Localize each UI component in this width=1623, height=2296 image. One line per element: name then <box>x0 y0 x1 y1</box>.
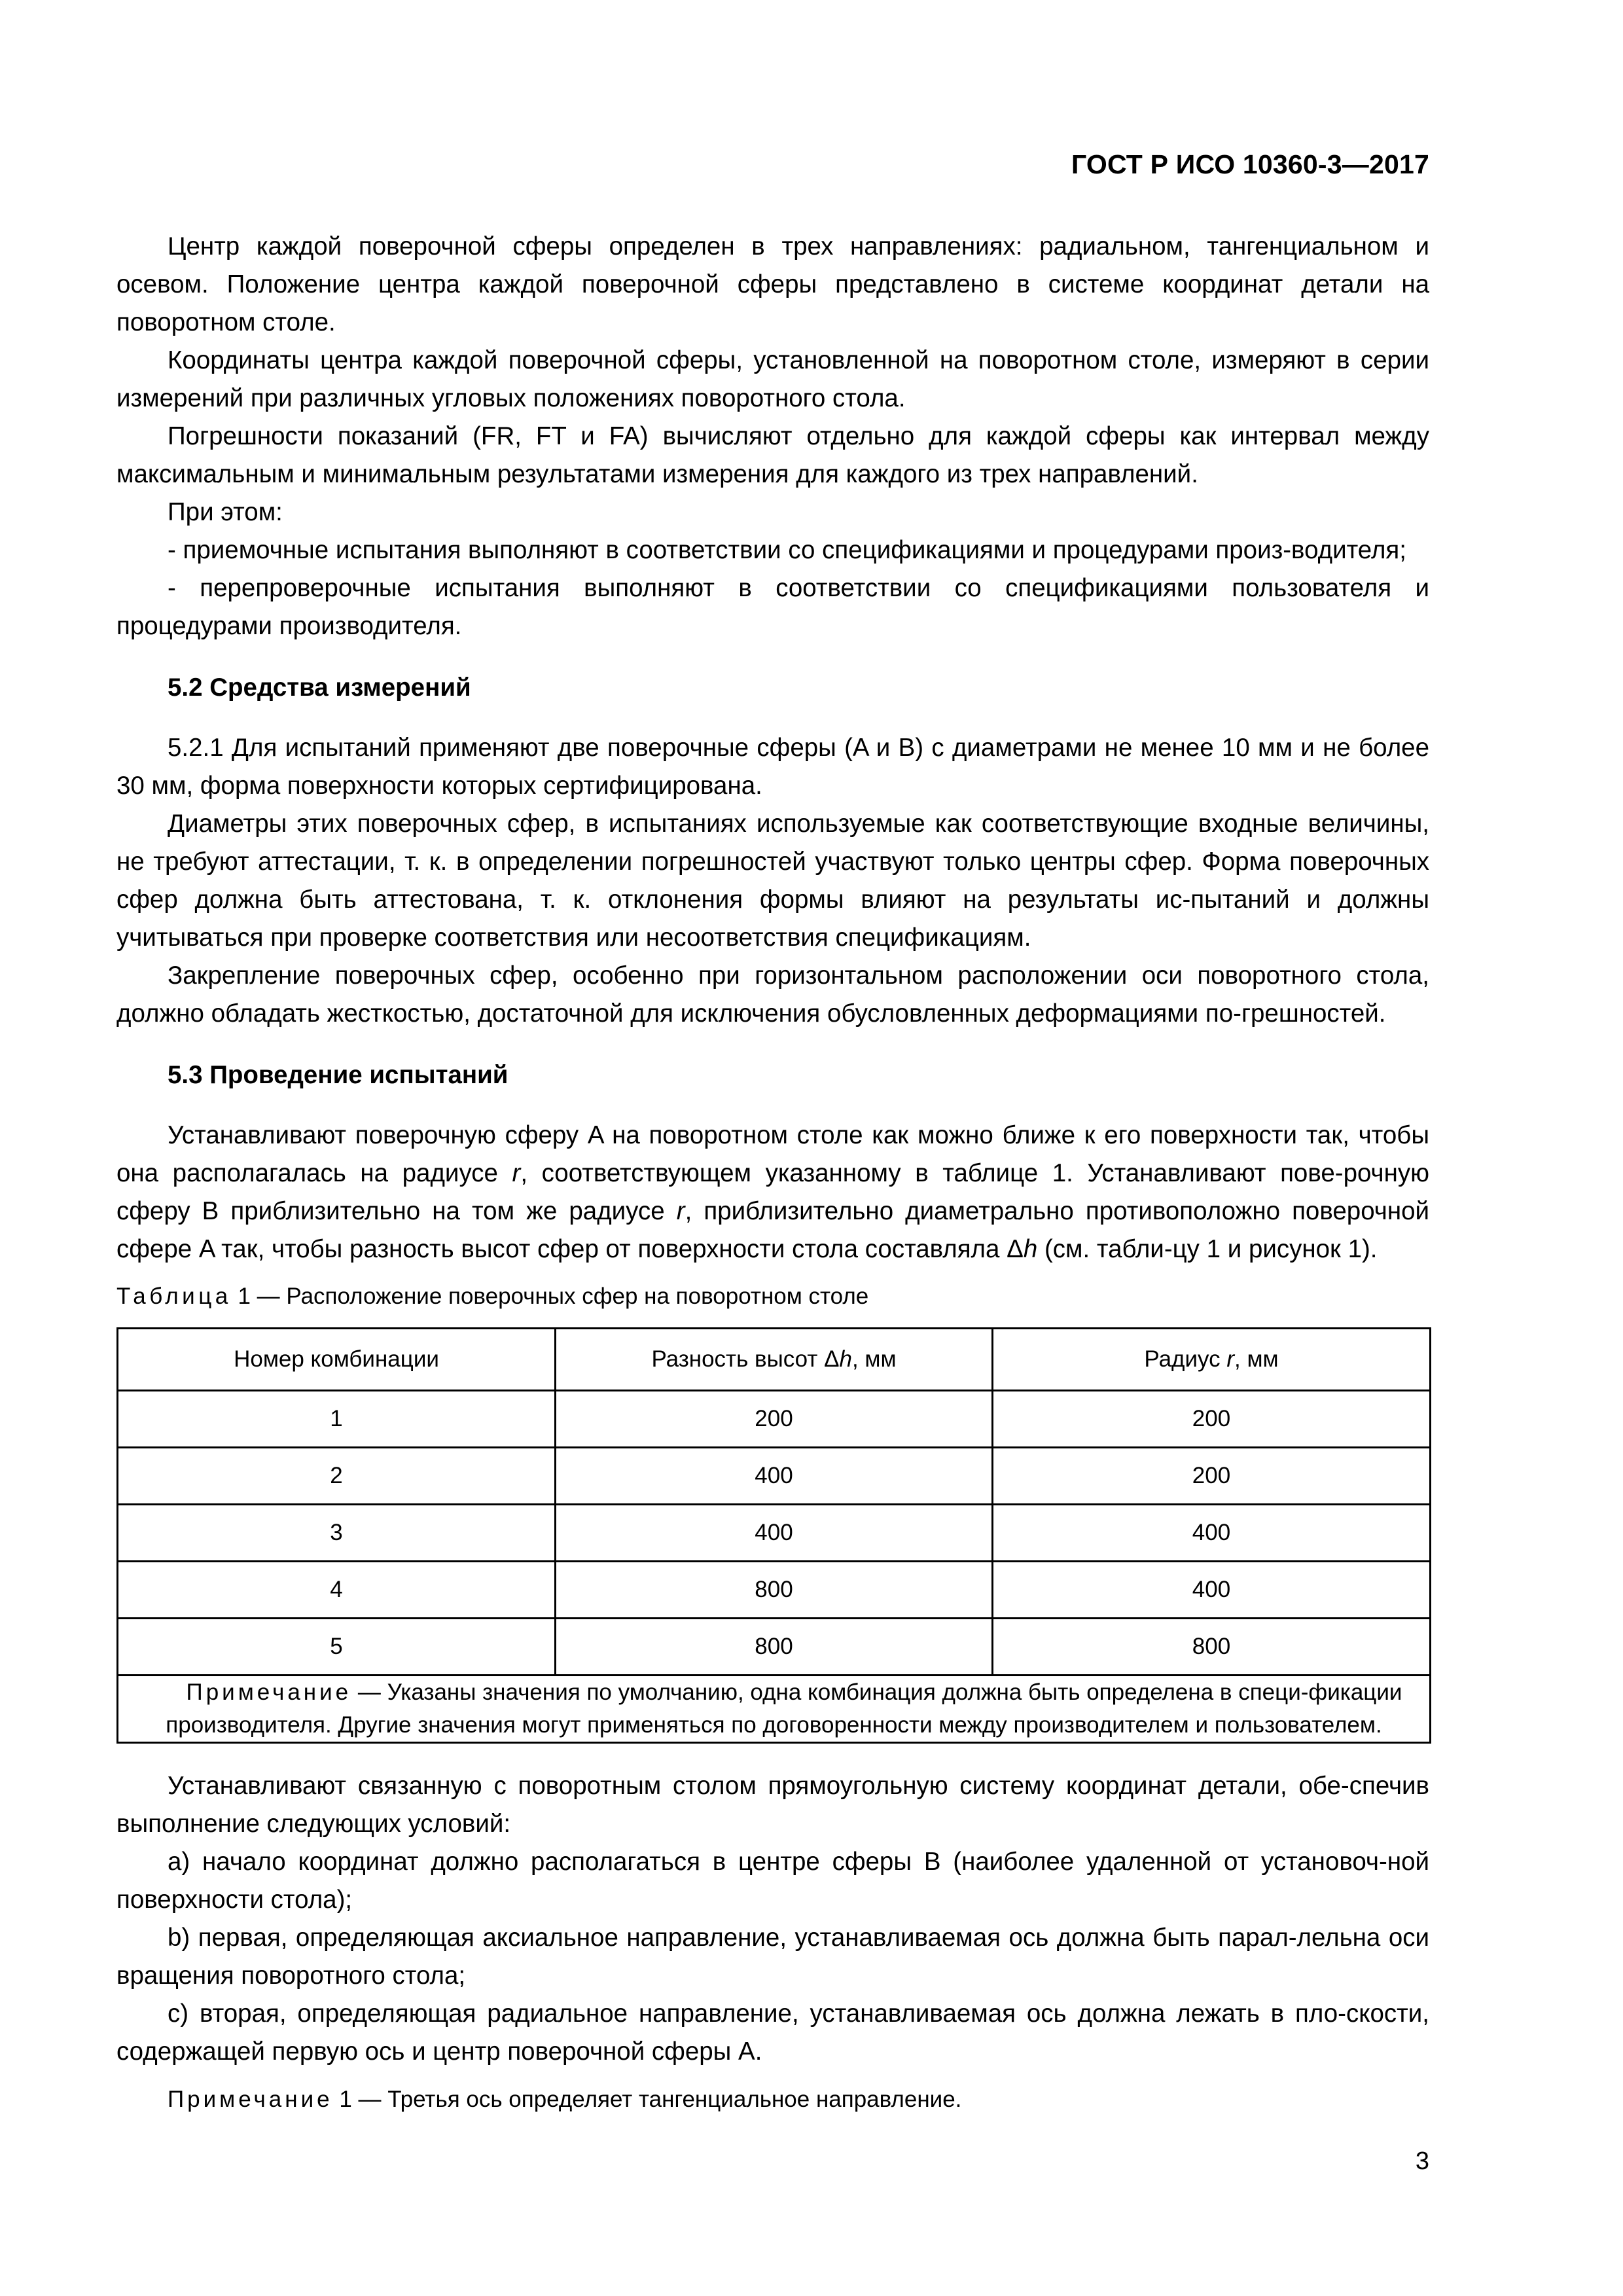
table-row <box>118 1391 1431 1448</box>
list-item-c-radial-axis: c) вторая, определяющая радиальное направление, устанавливаемая ось должна лежать в пло-скости, содержащей первую ось и центр поверочной сферы A. <box>116 2000 1429 2066</box>
cell-height-difference: 400 <box>556 1505 993 1562</box>
cell-combination: 5 <box>118 1619 556 1676</box>
list-item-acceptance-tests: - приемочные испытания выполняют в соответствии со спецификациями и процедурами произ-водителя; <box>168 536 1406 564</box>
page-number: 3 <box>1415 2147 1429 2175</box>
paragraph-coordinate-system: Устанавливают связанную с поворотным столом прямоугольную систему координат детали, обе-спечив выполнение следующих условий: <box>116 1772 1429 1838</box>
table-header-height-difference <box>556 1329 993 1391</box>
cell-combination: 1 <box>118 1391 556 1448</box>
symbol-radius: r <box>676 1197 685 1225</box>
list-item-a-origin: a) начало координат должно располагаться в центре сферы B (наиболее удаленной от установоч-ной поверхности стола); <box>116 1848 1429 1914</box>
table-header-radius <box>993 1329 1431 1391</box>
note-label: Примечание <box>168 2087 333 2112</box>
table-caption <box>116 1280 1429 1313</box>
text-run: Устанавливают поверочную сферу A на поворотном столе как можно ближе к его поверхности так, чтобы она располагалась на радиусе <box>116 1121 1429 1187</box>
spacer <box>116 1094 1429 1117</box>
symbol-h: h <box>839 1346 852 1372</box>
table-caption-text: — Расположение поверочных сфер на поворотном столе <box>250 1283 869 1309</box>
spacer <box>116 707 1429 729</box>
cell-radius: 800 <box>993 1619 1431 1676</box>
cell-height-difference: 800 <box>556 1562 993 1619</box>
running-head-standard-number: ГОСТ Р ИСО 10360-3—2017 <box>1071 149 1429 179</box>
spacer <box>116 2071 1429 2083</box>
symbol-radius: r <box>512 1159 521 1187</box>
spacer <box>116 1033 1429 1056</box>
table-caption-number: 1 <box>231 1283 251 1309</box>
table-head <box>118 1329 1431 1391</box>
text-run: , приблизительно диаметрально противоположно поверочной сфере A так, чтобы разность высот сфер от поверхности стола составляла Δ <box>116 1197 1429 1263</box>
note-text: — Третья ось определяет тангенциальное направление. <box>351 2087 962 2112</box>
spacer <box>116 1744 1429 1767</box>
paragraph-sphere-diameters: Диаметры этих поверочных сфер, в испытаниях используемые как соответствующие входные величины, не требуют аттестации, т. к. в определении погрешностей участвуют только центры сфер. Форма поверочных сфер должна быть аттестована, т. к. отклонения формы влияют на результаты ис-пытаний и должны учитываться при проверке соответствия или несоответствия спецификациям. <box>116 810 1429 952</box>
table-header-combination: Номер комбинации <box>118 1329 556 1391</box>
text-run: (см. табли-цу 1 и рисунок 1). <box>1037 1235 1378 1263</box>
table-row <box>118 1562 1431 1619</box>
text-run: , мм <box>851 1346 897 1372</box>
symbol-height-difference: h <box>1023 1235 1038 1263</box>
cell-radius: 200 <box>993 1391 1431 1448</box>
spacer <box>116 645 1429 669</box>
paragraph-errors-fr-ft-fa: Погрешности показаний (FR, FT и FA) вычисляют отдельно для каждой сферы как интервал между максимальным и минимальным результатами измерения для каждого из трех направлений. <box>116 422 1429 488</box>
table-note-text: — Указаны значения по умолчанию, одна комбинация должна быть определена в специ-фикации производителя. Другие значения могут применяться по договоренности между производителем и пользователем. <box>166 1679 1402 1738</box>
table-caption-label: Таблица <box>116 1283 232 1309</box>
section-heading-5-2: 5.2 Средства измерений <box>168 673 471 702</box>
cell-height-difference: 800 <box>556 1619 993 1676</box>
text-run: , мм <box>1234 1346 1279 1372</box>
table-body <box>118 1391 1431 1743</box>
table-header-row <box>118 1329 1431 1391</box>
cell-height-difference: 400 <box>556 1448 993 1505</box>
cell-radius: 200 <box>993 1448 1431 1505</box>
cell-combination: 2 <box>118 1448 556 1505</box>
table-row <box>118 1619 1431 1676</box>
symbol-r: r <box>1226 1346 1235 1372</box>
table-note-row <box>118 1676 1431 1743</box>
spacer <box>116 1268 1429 1280</box>
note-number: 1 <box>332 2087 352 2112</box>
text-run: Разность высот Δ <box>651 1346 840 1372</box>
section-heading-5-3: 5.3 Проведение испытаний <box>168 1061 508 1089</box>
cell-radius: 400 <box>993 1562 1431 1619</box>
table-row <box>118 1448 1431 1505</box>
paragraph-intro-sphere-centers: Центр каждой поверочной сферы определен в трех направлениях: радиальном, тангенциальном и осевом. Положение центра каждой поверочной сферы представлено в системе координат детали на поворотном столе. <box>116 232 1429 336</box>
paragraph-5-2-1: 5.2.1 Для испытаний применяют две поверочные сферы (A и B) с диаметрами не менее 10 мм и не более 30 мм, форма поверхности которых сертифицирована. <box>116 734 1429 800</box>
page-content <box>116 228 1429 2117</box>
text-run: , соответствующем указанному в таблице 1. Устанавливают пове-рочную сферу B приблизительно на том же радиусе <box>116 1159 1429 1225</box>
list-item-b-axial-axis: b) первая, определяющая аксиальное направление, устанавливаемая ось должна быть парал-лельна оси вращения поворотного стола; <box>116 1924 1429 1990</box>
paragraph-coordinates-measurement: Координаты центра каждой поверочной сферы, установленной на поворотном столе, измеряют в серии измерений при различных угловых положениях поворотного стола. <box>116 346 1429 412</box>
table-note <box>118 1676 1431 1743</box>
paragraph-at-this: При этом: <box>168 498 283 526</box>
table-sphere-positions <box>116 1327 1431 1744</box>
table-note-label: Примечание <box>186 1679 352 1705</box>
cell-combination: 3 <box>118 1505 556 1562</box>
table-row <box>118 1505 1431 1562</box>
cell-radius: 400 <box>993 1505 1431 1562</box>
paragraph-test-setup <box>116 1117 1429 1268</box>
paragraph-sphere-fixing: Закрепление поверочных сфер, особенно при горизонтальном расположении оси поворотного стола, должно обладать жесткостью, достаточной для исключения обусловленных деформациями по-грешностей. <box>116 961 1429 1028</box>
note-1 <box>116 2083 1429 2117</box>
cell-height-difference: 200 <box>556 1391 993 1448</box>
list-item-reverification-tests: - перепроверочные испытания выполняют в соответствии со спецификациями пользователя и процедурами производителя. <box>116 574 1429 640</box>
cell-combination: 4 <box>118 1562 556 1619</box>
text-run: Радиус <box>1144 1346 1227 1372</box>
